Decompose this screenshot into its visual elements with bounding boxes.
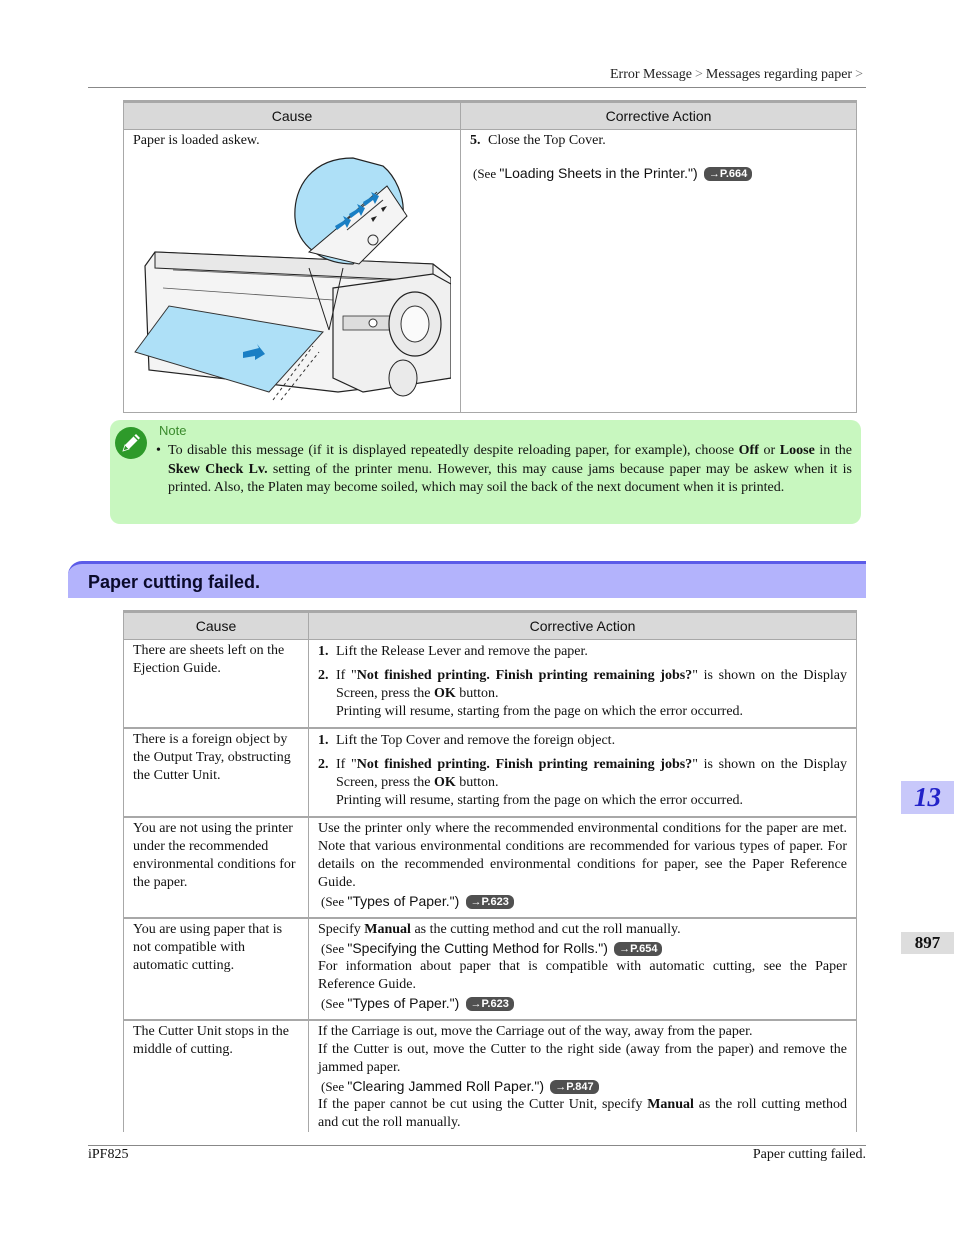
step-2 xyxy=(318,756,847,810)
action-text: For information about paper that is compatible with automatic cutting, see the Paper Reference Guide. xyxy=(318,959,847,992)
page-ref-badge[interactable]: →P.847 xyxy=(550,1080,598,1094)
breadcrumb-item-error-message[interactable]: Error Message xyxy=(609,67,693,82)
step-number: 2. xyxy=(318,668,329,683)
corrective-action-cell xyxy=(461,130,857,413)
table-header-row xyxy=(124,102,857,130)
chapter-tab[interactable]: 13 xyxy=(901,781,954,814)
page-ref-badge[interactable]: →P.623 xyxy=(466,997,514,1011)
table-loaded-askew xyxy=(123,100,857,413)
step-number: 1. xyxy=(318,733,329,748)
see-link-types-of-paper[interactable]: "Types of Paper.") xyxy=(347,893,460,909)
step-number: 5. xyxy=(470,133,481,148)
action-text: Use the printer only where the recommended environmental conditions for the paper are met. Note that various environmental conditions are recommended for various types of paper. For details on the recommended environmental conditions for paper, see the Paper Reference Guide. xyxy=(318,821,847,890)
note-text xyxy=(156,442,852,498)
footer-model: iPF825 xyxy=(88,1147,129,1162)
cause-text: Paper is loaded askew. xyxy=(133,133,260,148)
table-row xyxy=(124,817,857,918)
step-text: Lift the Top Cover and remove the foreign object. xyxy=(336,733,616,748)
step-text: If "Not finished printing. Finish printing remaining jobs?" is shown on the Display Screen, press the OK button. Printing will resume, starting from the page on which the error occurred. xyxy=(336,757,847,808)
step-text: Close the Top Cover. xyxy=(488,133,606,148)
step-text: If "Not finished printing. Finish printing remaining jobs?" is shown on the Display Screen, press the OK button. Printing will resume, starting from the page on which the error occurred. xyxy=(336,668,847,719)
table-row xyxy=(124,1020,857,1132)
step-2 xyxy=(318,667,847,721)
see-link-cutting-method[interactable]: "Specifying the Cutting Method for Rolls.") xyxy=(347,940,608,956)
action-text: Specify Manual as the cutting method and cut the roll manually. xyxy=(318,922,681,937)
breadcrumb xyxy=(610,67,866,83)
table-row xyxy=(124,640,857,729)
note-label: Note xyxy=(159,423,187,438)
see-reference xyxy=(473,164,847,183)
table-header-row xyxy=(124,612,857,640)
footer-rule xyxy=(88,1145,866,1146)
step-1 xyxy=(318,643,847,661)
step-1 xyxy=(318,732,847,750)
bullet: • xyxy=(156,443,161,458)
note-box xyxy=(110,420,861,524)
footer-section: Paper cutting failed. xyxy=(752,1147,866,1162)
step-number: 1. xyxy=(318,644,329,659)
see-link-clearing-jammed[interactable]: "Clearing Jammed Roll Paper.") xyxy=(347,1078,545,1094)
page-ref-badge[interactable]: →P.654 xyxy=(614,942,662,956)
corrective-action-cell xyxy=(309,918,857,1020)
action-text: If the Carriage is out, move the Carriage out of the way, away from the paper. xyxy=(318,1024,753,1039)
step-5 xyxy=(470,132,847,150)
breadcrumb-item-messages-paper[interactable]: Messages regarding paper xyxy=(705,67,853,82)
see-reference: (See "Clearing Jammed Roll Paper.") →P.847 xyxy=(321,1077,847,1096)
column-header-corrective-action: Corrective Action xyxy=(309,612,857,640)
column-header-cause: Cause xyxy=(124,102,461,130)
step-number: 2. xyxy=(318,757,329,772)
printer-illustration xyxy=(133,156,451,406)
corrective-action-cell xyxy=(309,728,857,817)
pencil-note-icon xyxy=(114,426,148,460)
see-link-types-of-paper[interactable]: "Types of Paper.") xyxy=(347,995,460,1011)
see-reference: (See "Specifying the Cutting Method for Rolls.") →P.654 xyxy=(321,939,847,958)
column-header-cause: Cause xyxy=(124,612,309,640)
cause-cell: The Cutter Unit stops in the middle of cutting. xyxy=(124,1020,309,1132)
breadcrumb-separator: > xyxy=(855,67,863,82)
table-row xyxy=(124,130,857,413)
cause-cell: There are sheets left on the Ejection Guide. xyxy=(124,640,309,729)
see-reference: (See "Types of Paper.") →P.623 xyxy=(321,892,847,911)
page-ref-badge[interactable]: →P.623 xyxy=(466,895,514,909)
section-title: Paper cutting failed. xyxy=(88,572,261,592)
cause-cell: There is a foreign object by the Output Tray, obstructing the Cutter Unit. xyxy=(124,728,309,817)
corrective-action-cell xyxy=(309,1020,857,1132)
section-heading xyxy=(68,561,866,598)
table-row xyxy=(124,728,857,817)
cause-cell: You are using paper that is not compatible with automatic cutting. xyxy=(124,918,309,1020)
see-prefix: (See xyxy=(473,166,500,181)
action-text: If the Cutter is out, move the Cutter to the right side (away from the paper) and remove the jammed paper. xyxy=(318,1042,847,1075)
corrective-action-cell xyxy=(309,817,857,918)
cause-cell xyxy=(124,130,461,413)
table-paper-cutting-failed xyxy=(123,610,857,1132)
note-paragraph: To disable this message (if it is displayed repeatedly despite reloading paper, for example), choose Off or Loose in the Skew Check Lv. setting of the printer menu. However, this may cause jams because paper may be askew when it is printed. Also, the Platen may become soiled, which may soil the back of the next document when it is printed. xyxy=(168,443,852,495)
action-text: If the paper cannot be cut using the Cutter Unit, specify Manual as the roll cutting method and cut the roll manually. xyxy=(318,1097,847,1130)
see-link-loading-sheets[interactable]: "Loading Sheets in the Printer.") xyxy=(499,165,698,181)
page-ref-badge[interactable]: →P.664 xyxy=(704,167,752,181)
see-reference: (See "Types of Paper.") →P.623 xyxy=(321,994,847,1013)
page-number: 897 xyxy=(901,932,954,954)
table-row xyxy=(124,918,857,1020)
cause-cell: You are not using the printer under the recommended environmental conditions for the paper. xyxy=(124,817,309,918)
step-text: Lift the Release Lever and remove the paper. xyxy=(336,644,588,659)
column-header-corrective-action: Corrective Action xyxy=(461,102,857,130)
breadcrumb-separator: > xyxy=(695,67,703,82)
corrective-action-cell xyxy=(309,640,857,729)
header-rule xyxy=(88,87,866,88)
